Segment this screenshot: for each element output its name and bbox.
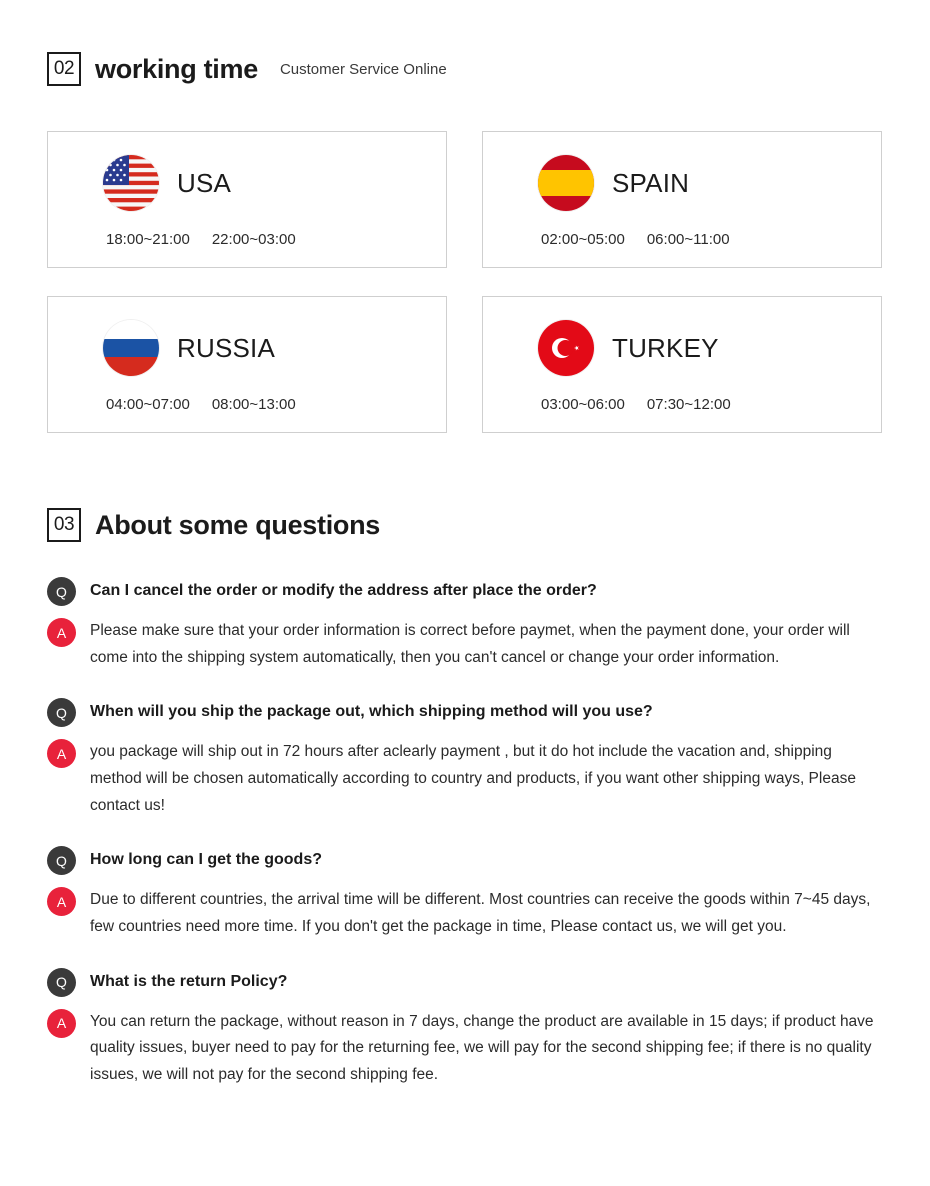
question-badge: Q bbox=[47, 968, 76, 997]
faq-item bbox=[47, 576, 887, 671]
card-times bbox=[48, 396, 446, 413]
faq-answer-row bbox=[47, 738, 887, 819]
working-time-card-russia bbox=[47, 296, 447, 433]
time-slot-1: 03:00~06:00 bbox=[541, 396, 625, 413]
working-time-header bbox=[47, 52, 887, 86]
time-slot-2: 06:00~11:00 bbox=[646, 231, 730, 248]
faq-item bbox=[47, 845, 887, 940]
faq-answer-row bbox=[47, 1008, 887, 1089]
section-number: 02 bbox=[47, 52, 81, 86]
country-name: TURKEY bbox=[612, 332, 719, 363]
question-badge: Q bbox=[47, 846, 76, 875]
working-time-card-usa bbox=[47, 131, 447, 268]
card-head bbox=[483, 297, 881, 376]
faq-question: How long can I get the goods? bbox=[90, 851, 322, 869]
page-title: working time bbox=[95, 53, 258, 84]
card-times bbox=[483, 231, 881, 248]
faq-question-row bbox=[47, 845, 887, 875]
card-head bbox=[483, 132, 881, 211]
time-slot-2: 07:30~12:00 bbox=[646, 396, 731, 413]
faq-title: About some questions bbox=[95, 509, 381, 540]
faq-answer-row bbox=[47, 886, 887, 940]
time-slot-2: 22:00~03:00 bbox=[211, 231, 296, 248]
faq-answer: You can return the package, without reason in 7 days, change the product are available in 15 days; if product have quality issues, buyer need to pay for the returning fee, we will pay for the second shipping fee; if there is no quality issues, we will not pay for the second shipping fee. bbox=[90, 1012, 874, 1083]
faq-list bbox=[47, 576, 887, 1089]
card-times bbox=[483, 396, 881, 413]
faq-question: When will you ship the package out, which shipping method will you use? bbox=[90, 703, 653, 721]
card-head bbox=[48, 297, 446, 376]
country-name: RUSSIA bbox=[177, 332, 276, 363]
faq-question-row bbox=[47, 576, 887, 606]
card-head bbox=[48, 132, 446, 211]
faq-question-row bbox=[47, 697, 887, 727]
section-number: 03 bbox=[47, 508, 81, 542]
time-slot-1: 04:00~07:00 bbox=[106, 396, 190, 413]
answer-badge: A bbox=[47, 739, 76, 768]
faq-section bbox=[47, 508, 887, 1115]
faq-answer: you package will ship out in 72 hours after aclearly payment , but it do hot include the vacation and, shipping method will be chosen automatically according to country and products, if you want other shipping ways, Please contact us! bbox=[90, 743, 856, 814]
answer-badge: A bbox=[47, 887, 76, 916]
card-times bbox=[48, 231, 446, 248]
working-time-card-spain bbox=[482, 131, 882, 268]
faq-item bbox=[47, 697, 887, 819]
time-slot-2: 08:00~13:00 bbox=[211, 396, 296, 413]
faq-answer-row bbox=[47, 617, 887, 671]
faq-answer: Due to different countries, the arrival time will be different. Most countries can receive the goods within 7~45 days, few countries need more time. If you don't get the package in time, Please contact us, we will get you. bbox=[90, 891, 871, 935]
working-time-grid bbox=[47, 131, 887, 433]
faq-answer: Please make sure that your order information is correct before paymet, when the payment done, your order will come into the shipping system automatically, then you can't cancel or change your order information. bbox=[90, 622, 850, 666]
working-time-section bbox=[47, 52, 887, 433]
russia-flag-icon bbox=[103, 320, 159, 376]
usa-flag-icon bbox=[103, 155, 159, 211]
time-slot-1: 02:00~05:00 bbox=[541, 231, 625, 248]
faq-question: Can I cancel the order or modify the address after place the order? bbox=[90, 582, 597, 599]
faq-question: What is the return Policy? bbox=[90, 972, 288, 990]
question-badge: Q bbox=[47, 577, 76, 606]
country-name: USA bbox=[177, 167, 232, 198]
faq-item bbox=[47, 967, 887, 1089]
working-time-card-turkey bbox=[482, 296, 882, 433]
answer-badge: A bbox=[47, 618, 76, 647]
faq-header bbox=[47, 508, 887, 542]
country-name: SPAIN bbox=[612, 167, 690, 198]
answer-badge: A bbox=[47, 1009, 76, 1038]
time-slot-1: 18:00~21:00 bbox=[106, 231, 190, 248]
faq-question-row bbox=[47, 967, 887, 997]
question-badge: Q bbox=[47, 698, 76, 727]
turkey-flag-icon bbox=[538, 320, 594, 376]
spain-flag-icon bbox=[538, 155, 594, 211]
section-subtitle: Customer Service Online bbox=[279, 60, 447, 78]
